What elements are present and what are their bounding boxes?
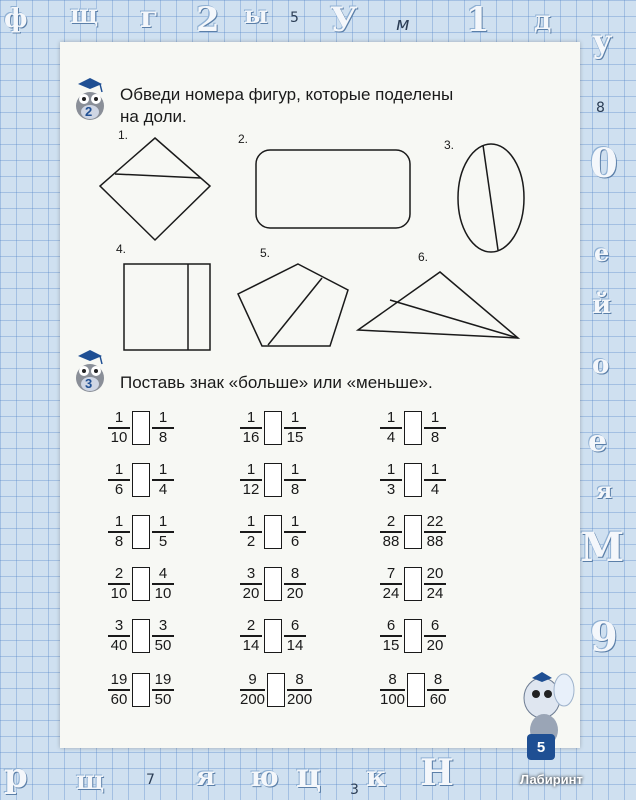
border-letter: ф xyxy=(4,4,28,34)
border-letter: М xyxy=(580,524,625,571)
fraction-comparison xyxy=(380,618,446,654)
border-letter: й xyxy=(592,290,612,320)
denominator: 8 xyxy=(430,428,440,446)
numerator: 6 xyxy=(430,617,440,634)
numerator: 9 xyxy=(248,671,257,688)
numerator: 1 xyxy=(158,461,168,478)
numerator: 1 xyxy=(386,409,396,426)
left-fraction xyxy=(108,462,130,498)
figure-number-2: 2. xyxy=(238,132,249,146)
denominator: 50 xyxy=(154,690,172,708)
left-fraction xyxy=(380,566,402,602)
numerator: 8 xyxy=(295,671,304,688)
denominator: 20 xyxy=(426,636,444,654)
answer-box[interactable] xyxy=(404,515,422,549)
border-letter: Н xyxy=(420,752,455,794)
denominator: 50 xyxy=(154,636,172,654)
left-fraction xyxy=(240,672,265,708)
numerator: 8 xyxy=(290,565,300,582)
numerator: 1 xyxy=(158,513,168,530)
denominator: 40 xyxy=(110,636,128,654)
answer-box[interactable] xyxy=(132,515,150,549)
figure-ellipse xyxy=(458,144,524,252)
right-fraction xyxy=(284,618,306,654)
right-fraction xyxy=(424,410,446,446)
left-fraction xyxy=(380,514,402,550)
fraction-comparison xyxy=(240,410,306,446)
answer-box[interactable] xyxy=(132,619,150,653)
left-fraction xyxy=(240,566,262,602)
right-fraction xyxy=(284,514,306,550)
fraction-comparison xyxy=(240,672,312,708)
numerator: 1 xyxy=(114,409,124,426)
left-fraction xyxy=(240,618,262,654)
right-fraction xyxy=(284,566,306,602)
figure-number-6: 6. xyxy=(418,250,429,264)
numerator: 2 xyxy=(386,513,396,530)
answer-box[interactable] xyxy=(404,411,422,445)
left-fraction xyxy=(108,672,130,708)
numerator: 6 xyxy=(386,617,396,634)
answer-box[interactable] xyxy=(264,619,282,653)
border-letter: ю xyxy=(250,760,279,793)
right-fraction xyxy=(427,672,449,708)
answer-box[interactable] xyxy=(407,673,425,707)
denominator: 8 xyxy=(290,480,300,498)
denominator: 15 xyxy=(382,636,400,654)
answer-box[interactable] xyxy=(132,673,150,707)
border-letter: 1 xyxy=(466,0,490,40)
right-fraction xyxy=(152,410,174,446)
fraction-comparison xyxy=(240,514,306,550)
border-letter: о xyxy=(592,350,610,380)
denominator: 200 xyxy=(240,690,266,708)
fraction-comparison xyxy=(380,462,446,498)
denominator: 20 xyxy=(242,584,260,602)
denominator: 4 xyxy=(386,428,396,446)
answer-box[interactable] xyxy=(132,463,150,497)
answer-box[interactable] xyxy=(264,463,282,497)
border-letter: е xyxy=(594,238,610,267)
figure-number-4: 4. xyxy=(116,242,127,256)
fraction-comparison xyxy=(240,618,306,654)
fraction-comparison xyxy=(380,410,446,446)
border-letter: я xyxy=(596,478,613,504)
border-letter: 7 xyxy=(146,772,155,788)
left-fraction xyxy=(240,462,262,498)
exercise-number: 3 xyxy=(85,376,93,391)
denominator: 8 xyxy=(114,532,124,550)
border-letter: щ xyxy=(70,0,99,30)
numerator: 8 xyxy=(433,671,443,688)
fraction-comparison xyxy=(108,672,174,708)
fraction-comparison xyxy=(380,566,446,602)
numerator: 1 xyxy=(246,409,256,426)
page-number: 5 xyxy=(527,734,555,760)
answer-box[interactable] xyxy=(132,411,150,445)
figure-number-5: 5. xyxy=(260,246,271,260)
left-fraction xyxy=(240,410,262,446)
right-fraction xyxy=(424,566,446,602)
right-fraction xyxy=(284,462,306,498)
numerator: 22 xyxy=(426,513,444,530)
numerator: 2 xyxy=(114,565,124,582)
left-fraction xyxy=(108,566,130,602)
border-letter: ц xyxy=(296,756,322,796)
denominator: 4 xyxy=(158,480,168,498)
numerator: 1 xyxy=(246,461,256,478)
border-letter: 5 xyxy=(290,10,299,26)
left-fraction xyxy=(380,672,405,708)
border-letter: 3 xyxy=(350,782,359,798)
left-fraction xyxy=(108,618,130,654)
border-letter: г xyxy=(140,0,159,35)
denominator: 14 xyxy=(242,636,260,654)
border-letter: ы xyxy=(244,0,269,29)
exercise-3-title: Поставь знак «больше» или «меньше». xyxy=(120,373,433,392)
figure-number-3: 3. xyxy=(444,138,455,152)
answer-box[interactable] xyxy=(264,411,282,445)
fraction-comparison xyxy=(380,672,449,708)
numerator: 7 xyxy=(386,565,396,582)
numerator: 19 xyxy=(154,671,172,688)
answer-box[interactable] xyxy=(404,463,422,497)
border-letter: е xyxy=(588,424,608,459)
denominator: 15 xyxy=(286,428,304,446)
numerator: 19 xyxy=(110,671,128,688)
border-letter: у xyxy=(592,22,613,60)
numerator: 1 xyxy=(290,461,300,478)
watermark: Лабиринт xyxy=(520,772,583,787)
denominator: 6 xyxy=(114,480,124,498)
left-fraction xyxy=(380,618,402,654)
figure-rhombus xyxy=(100,138,210,240)
numerator: 1 xyxy=(158,409,168,426)
denominator: 20 xyxy=(286,584,304,602)
denominator: 3 xyxy=(386,480,396,498)
numerator: 1 xyxy=(290,409,300,426)
numerator: 1 xyxy=(386,461,396,478)
numerator: 20 xyxy=(426,565,444,582)
answer-box[interactable] xyxy=(267,673,285,707)
right-fraction xyxy=(152,566,174,602)
border-letter: к xyxy=(366,760,387,793)
fraction-comparison xyxy=(240,566,306,602)
border-letter: 9 xyxy=(590,614,618,661)
numerator: 1 xyxy=(430,461,440,478)
figures-drawing xyxy=(60,42,580,362)
denominator: 6 xyxy=(290,532,300,550)
numerator: 1 xyxy=(114,513,124,530)
exercise-2-title: Обведи номера фигур, которые поделены на доли. xyxy=(120,85,454,126)
right-fraction xyxy=(152,672,174,708)
right-fraction xyxy=(152,514,174,550)
right-fraction xyxy=(287,672,312,708)
right-fraction xyxy=(424,618,446,654)
figure-triangle xyxy=(358,272,518,338)
denominator: 12 xyxy=(242,480,260,498)
denominator: 10 xyxy=(110,584,128,602)
border-letter: 2 xyxy=(196,0,220,40)
denominator: 88 xyxy=(382,532,400,550)
numerator: 3 xyxy=(114,617,124,634)
denominator: 4 xyxy=(430,480,440,498)
border-letter: щ xyxy=(76,766,105,796)
border-letter: м xyxy=(396,14,410,35)
fraction-comparison xyxy=(108,462,174,498)
left-fraction xyxy=(380,410,402,446)
answer-box[interactable] xyxy=(264,567,282,601)
numerator: 8 xyxy=(388,671,397,688)
border-letter: д xyxy=(534,6,552,36)
answer-box[interactable] xyxy=(404,567,422,601)
numerator: 1 xyxy=(246,513,256,530)
fraction-comparison xyxy=(108,618,174,654)
fraction-comparison xyxy=(380,514,446,550)
denominator: 10 xyxy=(110,428,128,446)
numerator: 2 xyxy=(246,617,256,634)
denominator: 5 xyxy=(158,532,168,550)
exercise-number: 2 xyxy=(85,104,93,119)
denominator: 24 xyxy=(382,584,400,602)
workbook-page xyxy=(60,42,580,748)
right-fraction xyxy=(152,618,174,654)
denominator: 60 xyxy=(110,690,128,708)
numerator: 6 xyxy=(290,617,300,634)
left-fraction xyxy=(380,462,402,498)
denominator: 100 xyxy=(380,690,406,708)
figure-rounded-rectangle xyxy=(256,150,410,228)
left-fraction xyxy=(240,514,262,550)
answer-box[interactable] xyxy=(132,567,150,601)
owl-badge-3 xyxy=(70,348,110,394)
denominator: 24 xyxy=(426,584,444,602)
border-letter: 0 xyxy=(590,140,618,187)
denominator: 16 xyxy=(242,428,260,446)
denominator: 60 xyxy=(429,690,447,708)
border-letter: я xyxy=(196,762,216,792)
right-fraction xyxy=(424,514,446,550)
denominator: 8 xyxy=(158,428,168,446)
fraction-comparison xyxy=(108,514,174,550)
denominator: 10 xyxy=(154,584,172,602)
numerator: 1 xyxy=(114,461,124,478)
figure-number-1: 1. xyxy=(118,128,129,142)
numerator: 4 xyxy=(158,565,168,582)
denominator: 88 xyxy=(426,532,444,550)
numerator: 3 xyxy=(246,565,256,582)
border-letter: У xyxy=(330,0,358,40)
numerator: 3 xyxy=(158,617,168,634)
denominator: 2 xyxy=(246,532,256,550)
right-fraction xyxy=(284,410,306,446)
fraction-comparison xyxy=(108,566,174,602)
answer-box[interactable] xyxy=(404,619,422,653)
denominator: 14 xyxy=(286,636,304,654)
numerator: 1 xyxy=(290,513,300,530)
answer-box[interactable] xyxy=(264,515,282,549)
right-fraction xyxy=(424,462,446,498)
figure-pentagon xyxy=(238,264,348,346)
fraction-comparison xyxy=(108,410,174,446)
numerator: 1 xyxy=(430,409,440,426)
fraction-comparison xyxy=(240,462,306,498)
left-fraction xyxy=(108,514,130,550)
left-fraction xyxy=(108,410,130,446)
border-letter: 8 xyxy=(596,100,605,116)
right-fraction xyxy=(152,462,174,498)
denominator: 200 xyxy=(287,690,313,708)
figure-square xyxy=(124,264,210,350)
border-letter: р xyxy=(4,756,28,796)
